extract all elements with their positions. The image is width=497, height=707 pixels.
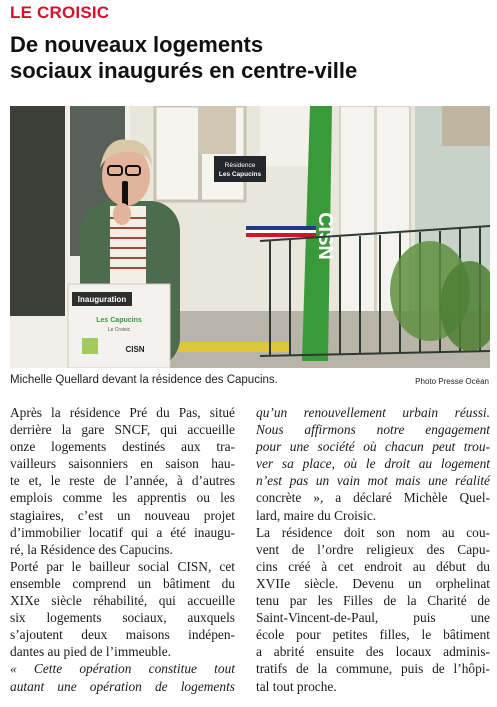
text-line: Saint-Vincent-de-Paul, puis une xyxy=(256,610,490,626)
podium-title: Inauguration xyxy=(77,295,127,304)
text-line: ensemble comprend un bâtiment du xyxy=(10,575,235,591)
headline-line-1: De nouveaux logements xyxy=(10,32,264,57)
text-line: stagiaires, c’est un nouveau projet xyxy=(10,507,235,523)
text-line: vailleurs saisonniers en saison hau- xyxy=(10,456,235,472)
article-column-left xyxy=(10,404,235,695)
photo-illustration xyxy=(10,106,490,368)
headline-line-2: sociaux inaugurés en centre-ville xyxy=(10,58,358,83)
text-line: XIXe siècle réhabilité, qui accueille xyxy=(10,593,235,609)
text-line: te et, le reste de l’année, à d’autres xyxy=(10,473,235,489)
podium-logo: CISN xyxy=(125,345,145,354)
text-line: tratifs de la commune, puis de l’hôpi- xyxy=(256,661,490,677)
sign-line-1: Résidence xyxy=(224,162,256,169)
text-line: six logements sociaux, auxquels xyxy=(10,610,235,626)
text-line: lard, maire du Croisic. xyxy=(256,507,377,523)
text-line: ré, la Résidence des Capucins. xyxy=(10,541,173,557)
article-photo xyxy=(10,106,490,368)
text-line: « Cette opération constitue tout xyxy=(10,661,235,677)
text-line: derrière la gare SNCF, qui accueille xyxy=(10,422,235,438)
text-line: n’est pas un vain mot mais une réalité xyxy=(256,473,490,489)
text-line: concrète », a déclaré Michèle Quel- xyxy=(256,490,490,506)
article-column-right xyxy=(256,404,490,695)
text-line: emplois comme les apprentis ou les xyxy=(10,490,235,506)
podium-subtitle: Le Croisic xyxy=(107,327,131,333)
sign-line-2: Les Capucins xyxy=(218,171,262,178)
text-line: tenu par les Filles de la Charité de xyxy=(256,593,490,609)
podium-name: Les Capucins xyxy=(96,317,142,324)
text-line: tal tout proche. xyxy=(256,678,337,694)
text-line: qu’un renouvellement urbain réussi. xyxy=(256,405,490,420)
podium xyxy=(68,284,170,368)
residence-sign xyxy=(214,156,266,182)
photo-credit: Photo Presse Océan xyxy=(415,377,489,386)
headline xyxy=(10,32,490,84)
text-line: d’immobilier locatif qui a été inaugu- xyxy=(10,524,235,540)
text-line: s’ajoutent deux maisons indépen- xyxy=(10,627,235,643)
text-line: onze logements destinés aux tra- xyxy=(10,439,235,455)
photo-caption: Michelle Quellard devant la résidence des Capucins. xyxy=(10,374,278,386)
section-label: LE CROISIC xyxy=(10,3,110,22)
text-line: autant une opération de logements xyxy=(10,678,235,694)
text-line: XVIIe siècle. Devenu un orphelinat xyxy=(256,575,490,591)
text-line: cins créé à cet endroit au début du xyxy=(256,558,490,574)
text-line: ver sa place, où le droit au logement xyxy=(256,456,490,472)
text-line: vent de l’ordre religieux des Capu- xyxy=(256,541,490,557)
text-line: La résidence doit son nom au cou- xyxy=(256,524,490,540)
text-line: Nous affirmons notre engagement xyxy=(256,422,490,438)
text-line: dantes au pied de l’immeuble. xyxy=(10,644,172,660)
text-line: a abrité ensuite des locaux adminis- xyxy=(256,644,490,660)
text-line: Porté par le bailleur social CISN, cet xyxy=(10,558,235,574)
text-line: pour une société où chacun peut trou- xyxy=(256,439,490,455)
text-line: école pour petites filles, le bâtiment xyxy=(256,627,490,643)
text-line: Après la résidence Pré du Pas, situé xyxy=(10,405,235,420)
